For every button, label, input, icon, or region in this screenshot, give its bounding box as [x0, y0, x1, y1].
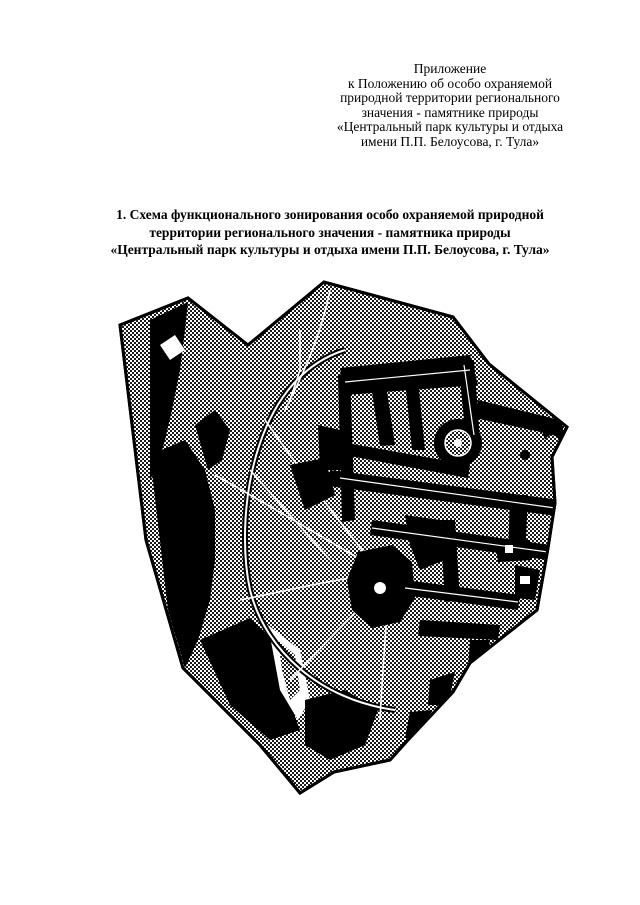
appendix-line: «Центральный парк культуры и отдыха [336, 119, 564, 134]
appendix-line: природной территории регионального [340, 90, 560, 105]
scheme-title-line: территории регионального значения - памятника природы [149, 224, 511, 240]
appendix-line: имени П.П. Белоусова, г. Тула» [360, 133, 540, 149]
appendix-line: к Положению об особо охраняемой [347, 75, 553, 91]
appendix-line: значения - памятнике природы [361, 104, 539, 120]
scheme-title-line: 1. Схема функционального зонирования особо охраняемой природной [116, 207, 544, 222]
scheme-title-line: «Центральный парк культуры и отдыха имени П.П. Белоусова, г. Тула» [110, 242, 550, 257]
appendix-line: Приложение [413, 61, 487, 76]
